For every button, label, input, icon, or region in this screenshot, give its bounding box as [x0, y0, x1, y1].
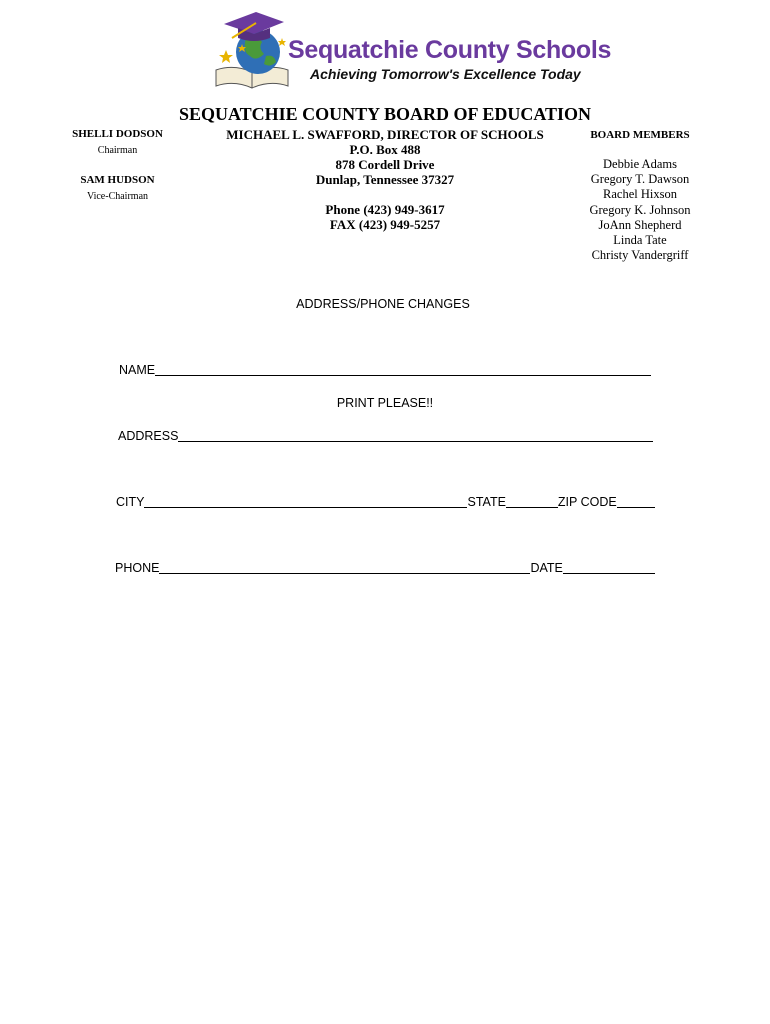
phone-label: PHONE	[115, 561, 160, 575]
phone-number: Phone (423) 949-3617	[325, 202, 445, 217]
logo-title: Sequatchie County Schools	[288, 36, 612, 64]
board-member: Debbie Adams	[603, 157, 677, 171]
school-logo	[212, 8, 612, 90]
po-box: P.O. Box 488	[349, 142, 421, 157]
date-label: DATE	[530, 561, 563, 575]
zip-field[interactable]	[617, 495, 655, 508]
date-field[interactable]	[563, 561, 655, 574]
phone-field[interactable]	[159, 561, 530, 574]
board-member: Rachel Hixson	[603, 187, 677, 202]
board-member: Gregory T. Dawson	[590, 172, 690, 187]
name-row	[119, 363, 651, 377]
fax-number: FAX (423) 949-5257	[329, 217, 441, 232]
form-title: ADDRESS/PHONE CHANGES	[296, 297, 470, 311]
city-state: Dunlap, Tennessee 37327	[315, 172, 455, 187]
state-field[interactable]	[506, 495, 558, 508]
board-members-list	[570, 157, 710, 263]
phone-date-row	[115, 561, 655, 575]
name-label: NAME	[119, 363, 156, 377]
state-label: STATE	[467, 495, 506, 509]
street-address: 878 Cordell Drive	[335, 157, 435, 172]
address-label: ADDRESS	[118, 429, 179, 443]
name-field[interactable]	[155, 363, 651, 376]
address-row	[118, 429, 653, 443]
board-member: Linda Tate	[613, 233, 667, 248]
board-members-heading: BOARD MEMBERS	[590, 129, 690, 141]
vice-chairman-role: Vice-Chairman	[86, 191, 149, 202]
print-please-note: PRINT PLEASE!!	[336, 396, 434, 410]
board-member: Christy Vandergriff	[591, 248, 689, 263]
city-field[interactable]	[144, 495, 467, 508]
chairman-role: Chairman	[97, 145, 138, 156]
board-member: Gregory K. Johnson	[589, 202, 691, 217]
address-field[interactable]	[178, 429, 653, 442]
director-line: MICHAEL L. SWAFFORD, DIRECTOR OF SCHOOLS	[226, 127, 544, 142]
board-member: JoAnn Shepherd	[598, 217, 682, 232]
zip-label: ZIP CODE	[557, 495, 617, 509]
city-label: CITY	[116, 495, 145, 509]
globe-graduation-cap-icon	[212, 8, 292, 90]
chairman-name: SHELLI DODSON	[72, 128, 163, 140]
vice-chairman-name: SAM HUDSON	[80, 174, 155, 186]
logo-tagline: Achieving Tomorrow's Excellence Today	[310, 66, 581, 82]
board-title: SEQUATCHIE COUNTY BOARD OF EDUCATION	[178, 104, 592, 124]
city-state-zip-row	[116, 495, 655, 509]
